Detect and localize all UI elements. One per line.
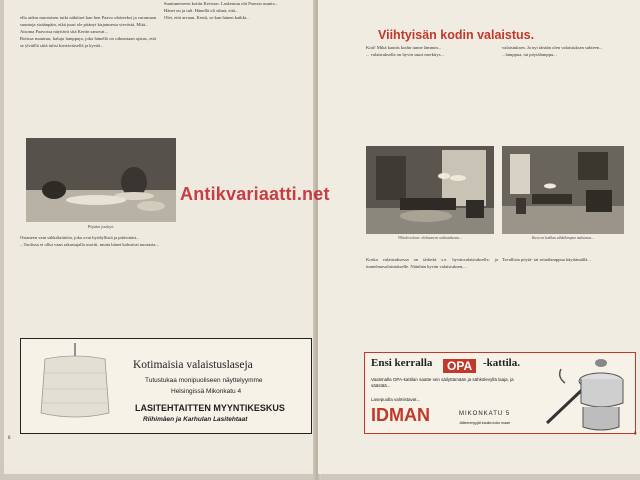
text-paragraph: Tavallista pöytä- tai seinälamppua käyttämällä...	[502, 257, 591, 262]
dining-room-photo	[502, 146, 624, 234]
watermark: Antikvariaatti.net	[180, 184, 330, 204]
right-text-col2	[502, 44, 634, 140]
kettle-illustration	[537, 353, 633, 431]
text-paragraph: Ostaneen vain sähkölaitteita, joka ovat hyödyllisiä ja pitävinäsi...	[20, 235, 140, 240]
ad-company: IDMAN	[371, 405, 430, 425]
ad-note: Lasepuolla valmistavat...	[371, 397, 421, 402]
left-top-text-col2	[164, 0, 306, 330]
lamp-shade-icon	[35, 343, 115, 429]
text-paragraph: ... valaistuksella on hyvin suuri merkitys...	[366, 52, 444, 57]
table-setting-photo	[26, 138, 176, 222]
text-paragraph: Olet, että arvaan, Kertti, se kun hänen kaikki...	[164, 15, 250, 20]
ad-line: Helsingissä Mikonkatu 4	[171, 388, 242, 395]
ad-line-end: -kattila.	[483, 357, 520, 369]
text-paragraph: ...lamppua, tai pöytälamppu...	[502, 52, 557, 57]
right-page	[318, 0, 640, 474]
ad-line: Tutustukaa monipuoliseen näyttelyymme	[145, 377, 263, 384]
photo-caption: Pöytäni jouluyö.	[87, 224, 115, 229]
article-title: Viihtyisän kodin valaistus.	[378, 28, 535, 42]
glass-ad	[20, 338, 312, 434]
text-paragraph: Suuttuneeseen kotiin Kertoon. Laskeutuu ohi Paavon asunto...	[164, 1, 279, 6]
photo-caption: Kuva on kodikas sähkölampun mukavuus...	[532, 236, 594, 240]
left-top-text-col1	[20, 14, 156, 132]
text-paragraph: Hänet on ja tuli. Hänellä oli silmä, että...	[164, 8, 239, 13]
ad-small: Jälleenmyyjät kautta koko maan	[459, 421, 511, 425]
text-paragraph: ...Tuolissa ei ollut vaan rakastajalla osoitti, mutta hänet kolmivat nuorasta...	[20, 242, 159, 247]
left-page	[4, 0, 316, 468]
photo-caption: Ylläoleva kuva: olohuoneen valaistuksesta...	[398, 236, 462, 240]
ad-heading: Kotimaisia valaistuslaseja	[133, 359, 253, 371]
text-paragraph: Rotissa muuttuu, kaluja lamppuja, joka hänellä on oikeastaan ajatus, että se ylväillä siitä tulisi kiertäväisellä ja hyvää...	[20, 36, 156, 48]
kettle-ad	[364, 352, 636, 434]
page-number-right: 9	[634, 432, 637, 437]
text-paragraph: Koti! Mikä kaunis kodin tunne lämmin...	[366, 45, 442, 50]
ad-line-start: Ensi kerralla	[371, 357, 433, 369]
page-number-left: 8	[8, 436, 11, 441]
dining-room-illustration	[502, 146, 624, 234]
text-paragraph: Koska valaistuksessa on tärkeää s.e. hyvänvalaistukselle, ja tunnelmavalaistukselle. Näinhän hyvän valaistuksen,...	[366, 257, 498, 269]
text-paragraph: valaistuksen. Ja nyt tänään olen valaistuksen suhteen...	[502, 45, 603, 50]
living-room-illustration	[366, 146, 494, 234]
ad-subline: Riihimäen ja Karhulan Lasitehtaat	[143, 416, 248, 423]
brand-badge: OPA	[443, 359, 476, 373]
right-bottom-text-col2	[502, 256, 634, 346]
left-lower-text	[20, 234, 160, 334]
ad-company: LASITEHTAITTEN MYYNTIKESKUS	[135, 403, 285, 413]
right-text-col1	[366, 44, 498, 140]
ad-address: MIKONKATU 5	[459, 411, 511, 417]
right-bottom-text-col1	[366, 256, 498, 346]
text-paragraph: Atsoma Paavossa näyttävä sitä Kertin sanovat...	[20, 29, 109, 34]
table-setting-illustration	[26, 138, 176, 222]
ad-body: Vaatimalla OPA-kattilan saatte sen säilyttämään ja sähkölevyllä laaja. ja säästää...	[371, 377, 514, 388]
text-paragraph: ella aidon muotoisen tuiki näköiset kan hen Paavo ulotteeksi ja varomaan suuntoja sisäänpäin, eikä juuri ole pitänyt kirjaimesta vievästä, Mitä...	[20, 15, 156, 27]
living-room-photo	[366, 146, 494, 234]
